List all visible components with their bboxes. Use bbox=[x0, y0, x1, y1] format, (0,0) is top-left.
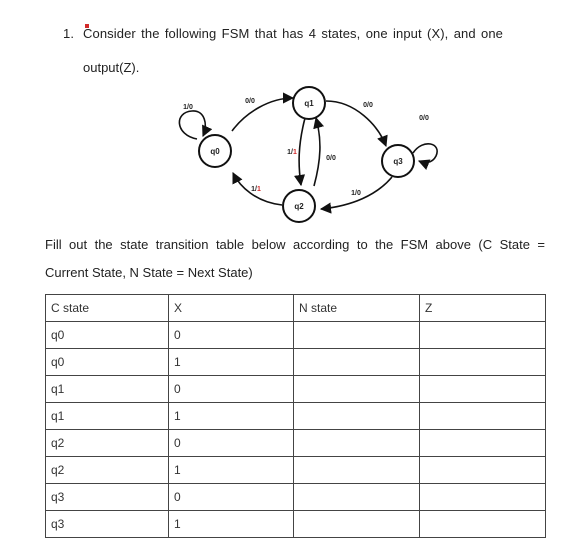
cell-c-state: q1 bbox=[46, 376, 169, 403]
label-q2-q0: 1/1 bbox=[251, 186, 261, 193]
cell-c-state: q3 bbox=[46, 484, 169, 511]
cell-n-state[interactable] bbox=[294, 457, 420, 484]
label-q0-q1: 0/0 bbox=[245, 98, 255, 105]
table-row bbox=[46, 511, 546, 538]
cell-c-state: q0 bbox=[46, 349, 169, 376]
state-label-q1: q1 bbox=[304, 99, 314, 108]
edge-q2-q1 bbox=[314, 118, 320, 186]
header-x: X bbox=[169, 295, 294, 322]
cell-z[interactable] bbox=[420, 484, 546, 511]
edge-q0-q1 bbox=[232, 98, 293, 131]
state-label-q0: q0 bbox=[210, 147, 220, 156]
cell-x: 0 bbox=[169, 376, 294, 403]
cell-c-state: q1 bbox=[46, 403, 169, 430]
cell-z[interactable] bbox=[420, 376, 546, 403]
cell-z[interactable] bbox=[420, 322, 546, 349]
label-q2-q1: 0/0 bbox=[326, 155, 336, 162]
cell-x: 1 bbox=[169, 403, 294, 430]
cell-n-state[interactable] bbox=[294, 403, 420, 430]
table-row bbox=[46, 322, 546, 349]
table-row bbox=[46, 430, 546, 457]
cell-x: 0 bbox=[169, 484, 294, 511]
header-z: Z bbox=[420, 295, 546, 322]
cell-n-state[interactable] bbox=[294, 484, 420, 511]
label-q0-self: 1/0 bbox=[183, 104, 193, 111]
label-q1-q3: 0/0 bbox=[363, 102, 373, 109]
cell-z[interactable] bbox=[420, 403, 546, 430]
edge-q1-q3 bbox=[326, 101, 386, 146]
cell-n-state[interactable] bbox=[294, 322, 420, 349]
edge-q3-self bbox=[413, 144, 437, 163]
cell-z[interactable] bbox=[420, 457, 546, 484]
state-label-q2: q2 bbox=[294, 202, 304, 211]
question-number: 1. bbox=[63, 26, 75, 41]
cell-x: 0 bbox=[169, 322, 294, 349]
cell-n-state[interactable] bbox=[294, 349, 420, 376]
table-row bbox=[46, 349, 546, 376]
table-row bbox=[46, 376, 546, 403]
instruction-text: Fill out the state transition table below according to the FSM above (C State = bbox=[45, 237, 545, 252]
cell-x: 1 bbox=[169, 457, 294, 484]
fsm-diagram bbox=[0, 0, 570, 235]
edge-q0-self bbox=[179, 111, 205, 139]
cell-c-state: q0 bbox=[46, 322, 169, 349]
cell-z[interactable] bbox=[420, 349, 546, 376]
cell-z[interactable] bbox=[420, 430, 546, 457]
header-c-state: C state bbox=[46, 295, 169, 322]
table-header-row bbox=[46, 295, 546, 322]
cell-c-state: q2 bbox=[46, 430, 169, 457]
cell-c-state: q2 bbox=[46, 457, 169, 484]
label-q1-q2: 1/1 bbox=[287, 149, 297, 156]
question-text: Consider the following FSM that has 4 states, one input (X), and one bbox=[83, 26, 503, 41]
cell-x: 1 bbox=[169, 349, 294, 376]
state-label-q3: q3 bbox=[393, 157, 403, 166]
edge-q1-q2 bbox=[299, 118, 305, 185]
cell-x: 1 bbox=[169, 511, 294, 538]
cell-c-state: q3 bbox=[46, 511, 169, 538]
cell-n-state[interactable] bbox=[294, 511, 420, 538]
table-row bbox=[46, 457, 546, 484]
cell-x: 0 bbox=[169, 430, 294, 457]
label-q3-q2: 1/0 bbox=[351, 190, 361, 197]
cell-z[interactable] bbox=[420, 511, 546, 538]
header-n-state: N state bbox=[294, 295, 420, 322]
table-row bbox=[46, 484, 546, 511]
state-transition-table bbox=[45, 294, 546, 538]
question-text-continued: output(Z). bbox=[83, 60, 140, 75]
cell-n-state[interactable] bbox=[294, 430, 420, 457]
table-row bbox=[46, 403, 546, 430]
cell-n-state[interactable] bbox=[294, 376, 420, 403]
instruction-text-continued: Current State, N State = Next State) bbox=[45, 265, 253, 280]
label-q3-self: 0/0 bbox=[419, 115, 429, 122]
